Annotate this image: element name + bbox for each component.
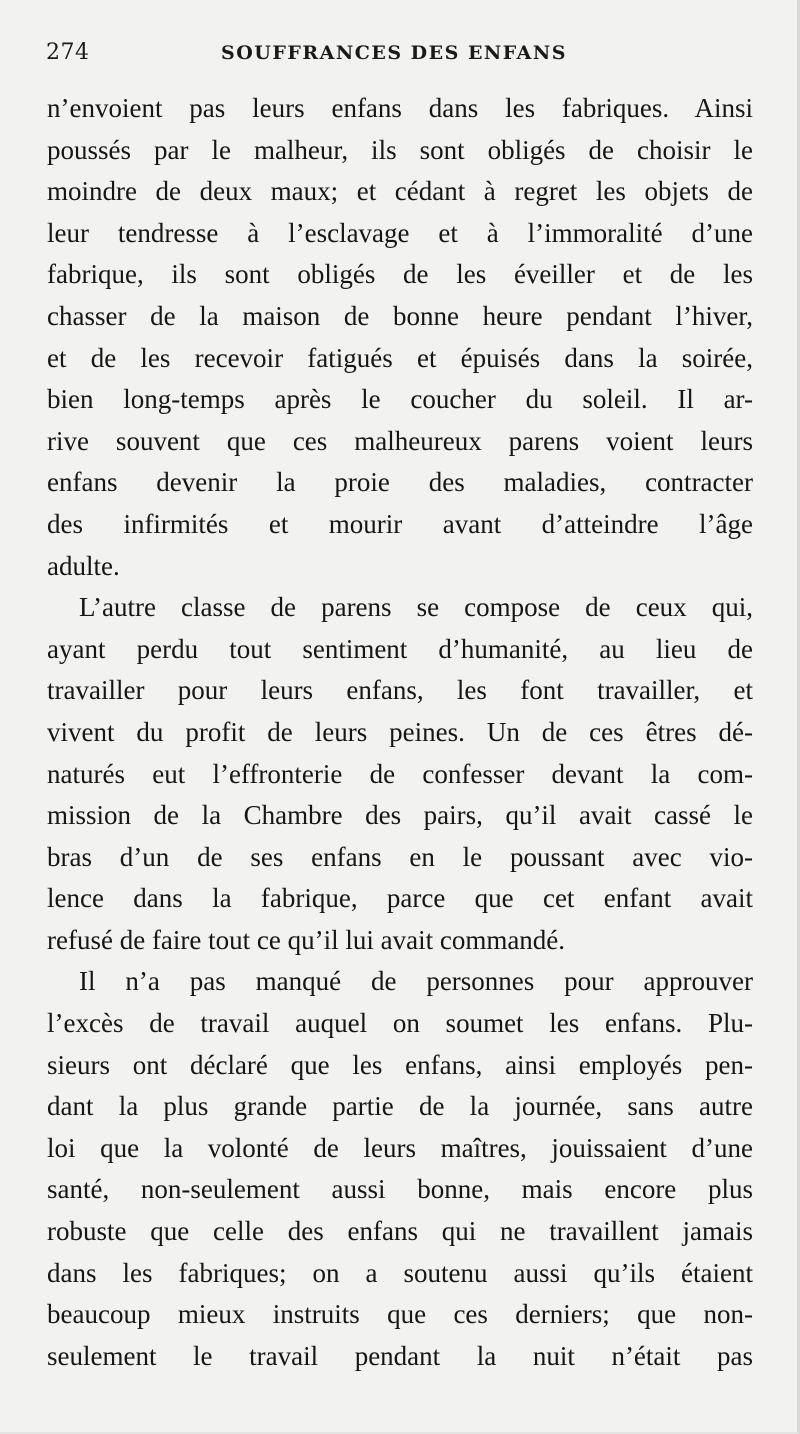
text-line: des infirmités et mourir avant d’atteindre l’âge	[47, 508, 753, 539]
text-line: beaucoup mieux instruits que ces derniers; que non-	[47, 1299, 753, 1330]
text-line: sieurs ont déclaré que les enfans, ainsi employés pen-	[47, 1049, 753, 1080]
page-number: 274	[46, 40, 90, 65]
text-line: seulement le travail pendant la nuit n’était pas	[47, 1340, 753, 1371]
text-line: rive souvent que ces malheureux parens voient leurs	[47, 425, 753, 456]
text-line: dans les fabriques; on a soutenu aussi qu’ils étaient	[47, 1257, 753, 1288]
paragraph-1	[47, 88, 753, 587]
text-line: leur tendresse à l’esclavage et à l’immoralité d’une	[47, 217, 753, 248]
text-line: fabrique, ils sont obligés de les éveiller et de les	[47, 259, 753, 290]
text-line: moindre de deux maux; et cédant à regret les objets de	[47, 176, 753, 207]
page-header	[46, 40, 752, 80]
text-line: loi que la volonté de leurs maîtres, jouissaient d’une	[47, 1132, 753, 1163]
running-head: SOUFFRANCES DES ENFANS	[221, 42, 568, 64]
text-line: et de les recevoir fatigués et épuisés dans la soirée,	[47, 342, 753, 373]
paragraph-3	[47, 961, 753, 1377]
text-line: l’excès de travail auquel on soumet les enfans. Plu-	[47, 1008, 753, 1039]
text-line: naturés eut l’effronterie de confesser devant la com-	[47, 758, 753, 789]
text-line: lence dans la fabrique, parce que cet enfant avait	[47, 883, 753, 914]
text-line: ayant perdu tout sentiment d’humanité, au lieu de	[47, 633, 753, 664]
text-line: bien long-temps après le coucher du soleil. Il ar-	[47, 384, 753, 415]
body-text	[47, 88, 753, 1377]
text-line: vivent du profit de leurs peines. Un de ces êtres dé-	[47, 716, 753, 747]
text-line: mission de la Chambre des pairs, qu’il avait cassé le	[47, 800, 753, 831]
text-line: robuste que celle des enfans qui ne travaillent jamais	[47, 1216, 753, 1247]
text-line: adulte.	[47, 550, 120, 581]
text-line: L’autre classe de parens se compose de ceux qui,	[79, 592, 753, 623]
text-line: dant la plus grande partie de la journée, sans autre	[47, 1091, 753, 1122]
text-line: Il n’a pas manqué de personnes pour approuver	[79, 966, 753, 997]
text-line: travailler pour leurs enfans, les font travailler, et	[47, 675, 753, 706]
text-line: enfans devenir la proie des maladies, contracter	[47, 467, 753, 498]
text-line: bras d’un de ses enfans en le poussant avec vio-	[47, 841, 753, 872]
text-line: n’envoient pas leurs enfans dans les fabriques. Ainsi	[47, 93, 753, 123]
paragraph-2	[47, 587, 753, 961]
text-line: chasser de la maison de bonne heure pendant l’hiver,	[47, 300, 753, 331]
text-line: refusé de faire tout ce qu’il lui avait commandé.	[47, 924, 566, 955]
text-line: poussés par le malheur, ils sont obligés de choisir le	[47, 134, 753, 165]
text-line: santé, non-seulement aussi bonne, mais encore plus	[47, 1174, 753, 1205]
